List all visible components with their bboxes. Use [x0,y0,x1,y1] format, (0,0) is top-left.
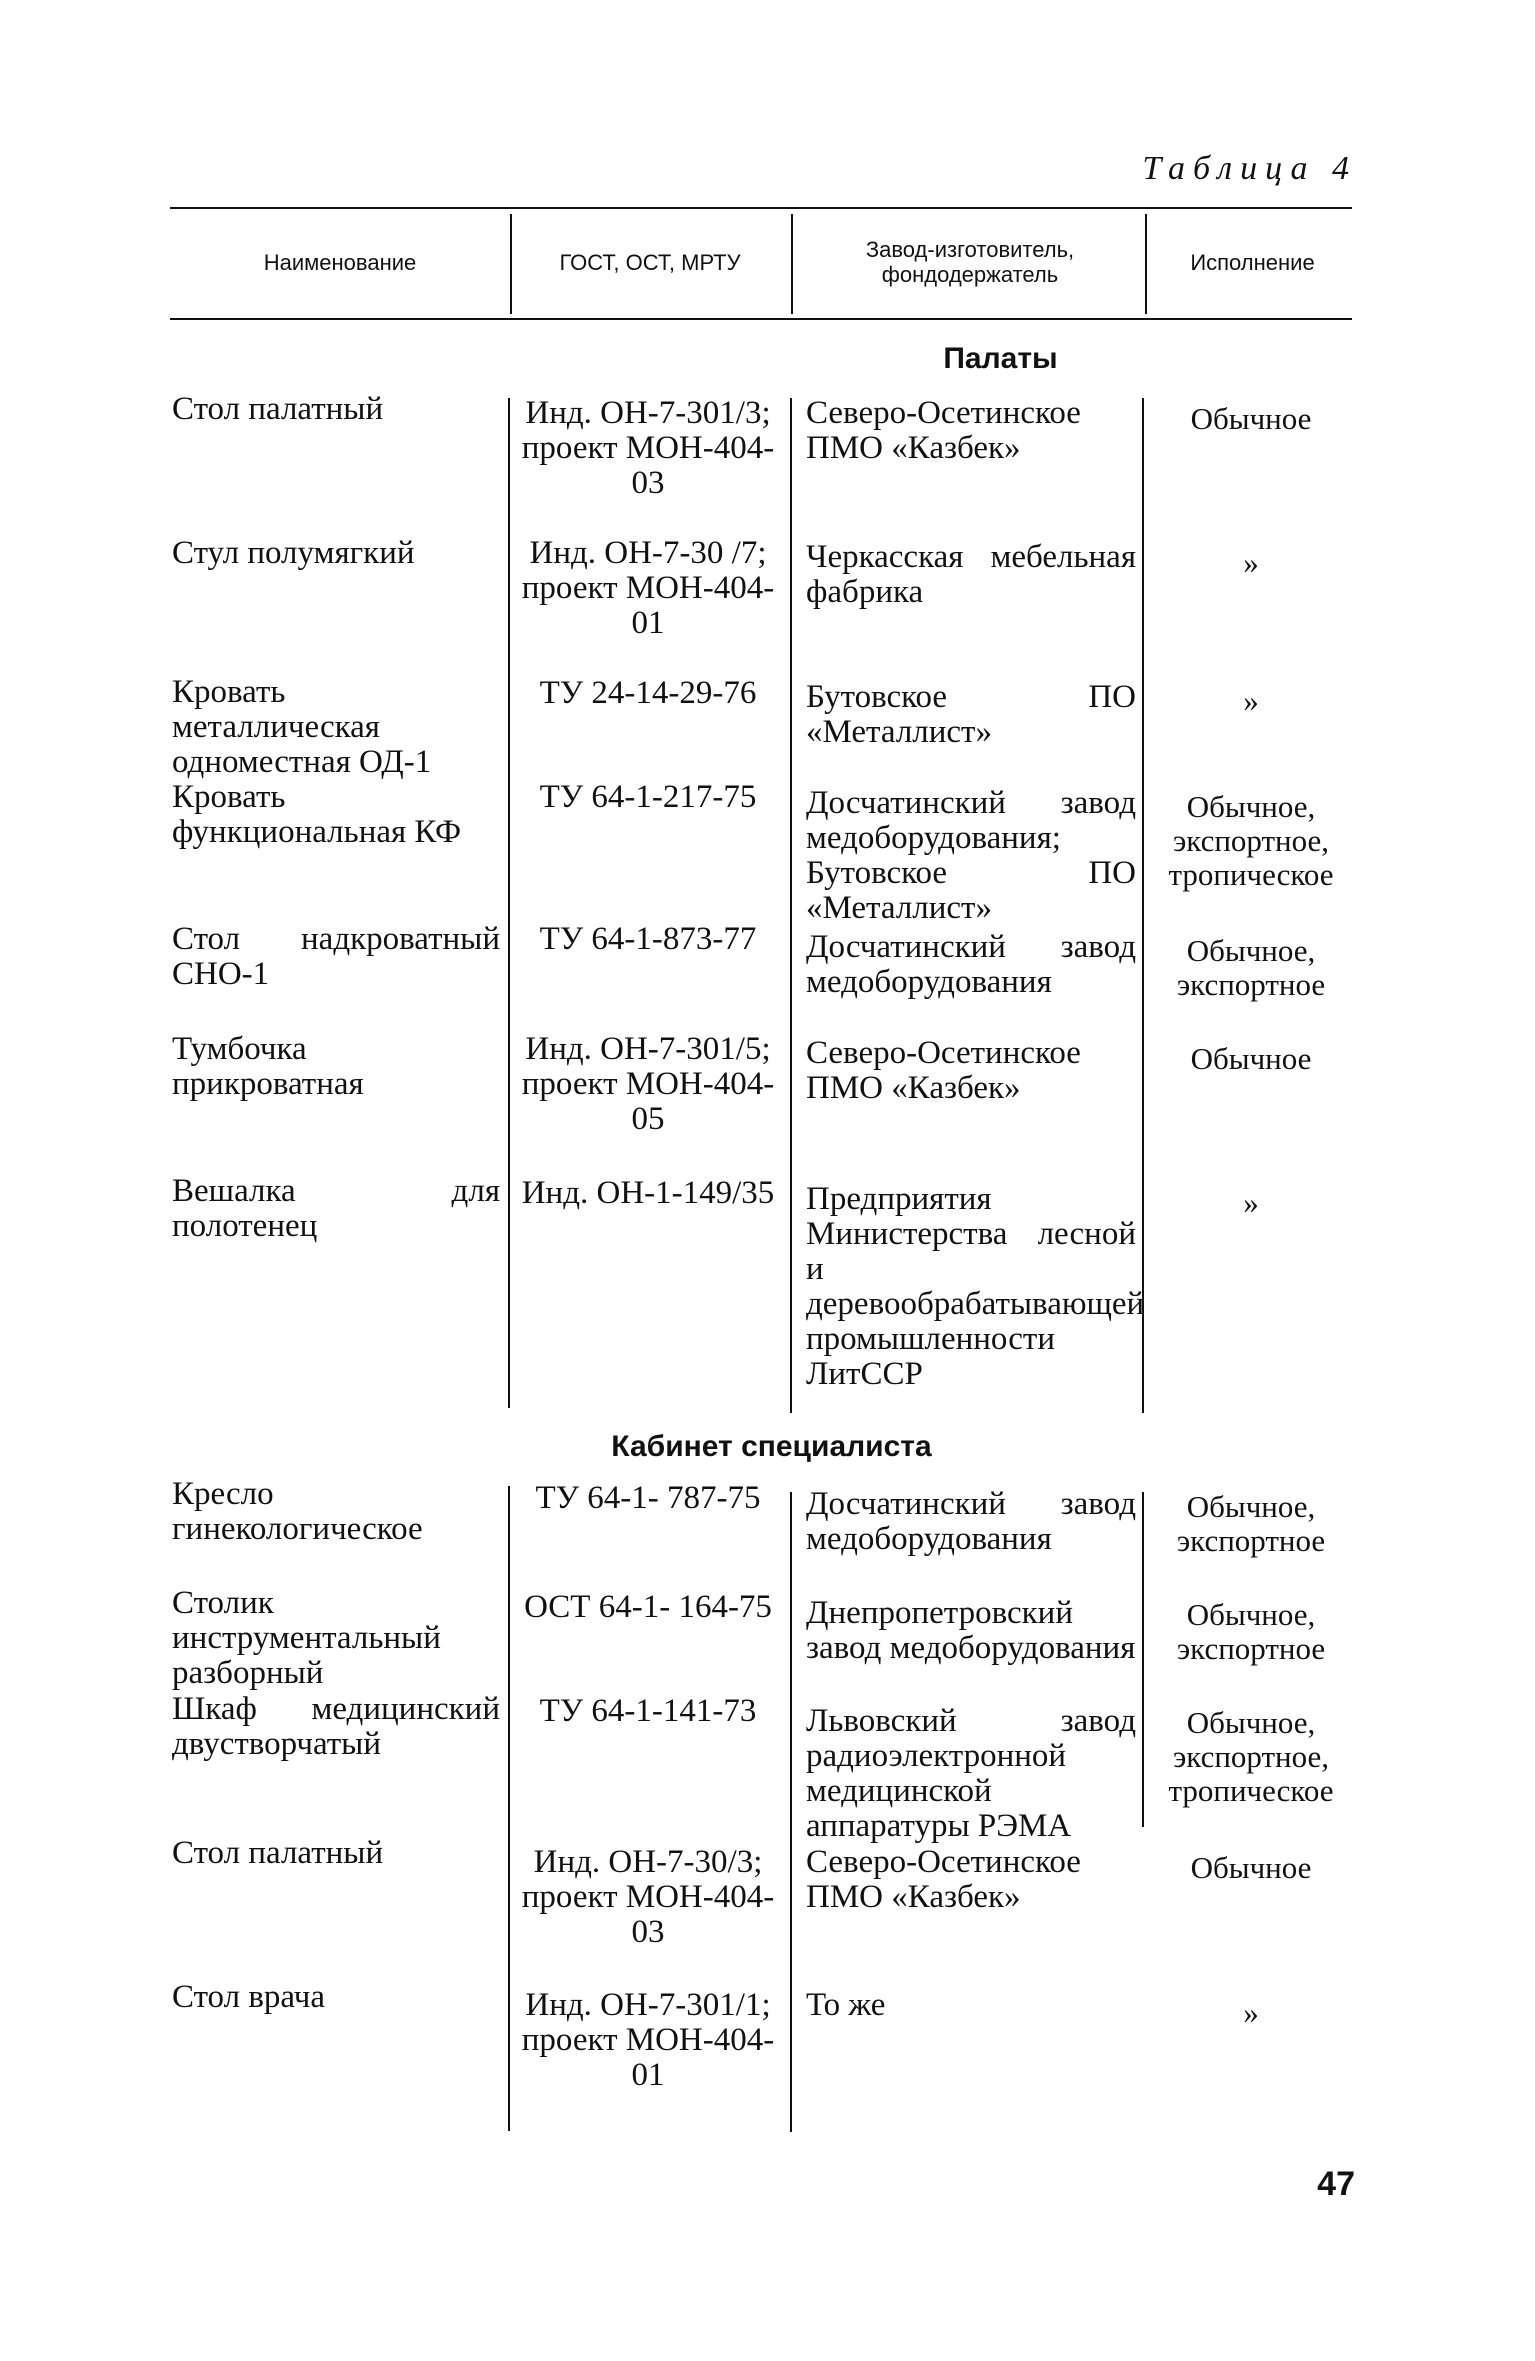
table-row-plant: Днепропетровский завод медоборудования [806,1595,1136,1666]
table-row-plant: Досчатинский завод медоборудования [806,929,1136,1000]
table-row-gost: Инд. ОН-7-30/3; проект МОН-404-03 [521,1844,775,1950]
table-row-gost: Инд. ОН-7-301/1; проект МОН-404-01 [521,1987,775,2093]
table-row-gost: Инд. ОН-7-301/5; проект МОН-404-05 [521,1031,775,1137]
table-caption: Таблица 4 [1142,150,1357,187]
table-row-exec: Обычное [1190,1850,1312,1885]
table-row-gost: ТУ 64-1- 787-75 [535,1480,761,1516]
table-row-exec: Обычное, экспортное, тропическое [1168,1705,1334,1808]
table-row-plant: Досчатинский завод медоборудования [806,1486,1136,1557]
column-divider-2b [790,1492,792,2132]
table-row-gost: ОСТ 64-1- 164-75 [524,1589,772,1625]
page-number: 47 [1317,2165,1355,2203]
table-row-name: Столик инструментальный разборный [172,1585,441,1691]
column-divider-3b [1142,1492,1144,1827]
header-divider-1 [510,214,512,314]
table-row-plant: Досчатинский завод медоборудования; Бутовское ПО «Металлист» [806,785,1136,926]
header-name: Наименование [263,249,417,275]
table-row-plant: Северо-Осетинское ПМО «Казбек» [806,1844,1081,1915]
table-row-exec: » [1243,1185,1259,1220]
table-row-name: Кровать металлическая одноместная ОД-1 [172,674,432,780]
table-row-plant: Северо-Осетинское ПМО «Казбек» [806,395,1081,466]
table-row-gost: ТУ 64-1-141-73 [539,1693,757,1729]
table-row-exec: » [1243,683,1259,718]
table-row-name: Тумбочка прикроватная [172,1031,364,1102]
header-divider-3 [1145,214,1147,314]
table-row-exec: Обычное [1190,401,1312,436]
header-bottom-rule [170,318,1352,320]
table-row-exec: Обычное, экспортное [1176,1597,1326,1666]
table-row-name: Вешалка для полотенец [172,1173,500,1244]
section-title-specialist: Кабинет специалиста [611,1430,932,1463]
table-row-name: Кресло гинекологическое [172,1476,423,1547]
table-row-plant: Бутовское ПО «Металлист» [806,679,1136,750]
header-gost: ГОСТ, ОСТ, МРТУ [559,249,741,275]
table-row-exec: » [1243,545,1259,580]
table-row-gost: ТУ 64-1-217-75 [539,779,757,815]
table-row-exec: Обычное, экспортное, тропическое [1168,789,1334,892]
table-row-gost: ТУ 24-14-29-76 [539,675,757,711]
table-row-name: Кровать функциональная КФ [172,779,462,850]
table-row-name: Стол врача [172,1979,325,2015]
table-row-gost: Инд. ОН-7-30 /7; проект МОН-404-01 [521,535,775,641]
header-exec: Исполнение [1190,249,1315,275]
header-top-rule [170,207,1352,209]
table-row-exec: » [1243,1995,1259,2030]
table-row-name: Шкаф медицинский двустворчатый [172,1691,500,1762]
table-row-name: Стол палатный [172,1835,384,1871]
table-row-plant: Предприятия Министерства лесной и деревообрабатывающей промышленности ЛитССР [806,1181,1145,1392]
table-row-plant: Северо-Осетинское ПМО «Казбек» [806,1035,1081,1106]
table-row-name: Стул полумягкий [172,535,415,571]
header-divider-2 [791,214,793,314]
table-row-gost: Инд. ОН-7-301/3; проект МОН-404-03 [521,395,775,501]
table-row-plant: То же [806,1987,886,2023]
table-row-plant: Черкасская мебельная фабрика [806,539,1136,610]
table-row-exec: Обычное, экспортное [1176,933,1326,1002]
column-divider-2a [790,398,792,1413]
table-row-gost: ТУ 64-1-873-77 [539,921,757,957]
table-row-exec: Обычное [1190,1041,1312,1076]
table-row-gost: Инд. ОН-1-149/35 [521,1175,775,1211]
header-plant: Завод-изготовитель, фондодержатель [865,237,1075,287]
table-row-name: Стол палатный [172,391,384,427]
table-row-exec: Обычное, экспортное [1176,1489,1326,1558]
section-title-wards: Палаты [943,342,1058,375]
column-divider-3a [1142,398,1144,1413]
table-row-plant: Львовский завод радиоэлектронной медицинской аппаратуры РЭМА [806,1703,1136,1844]
table-row-name: Стол надкроватный СНО-1 [172,921,500,992]
